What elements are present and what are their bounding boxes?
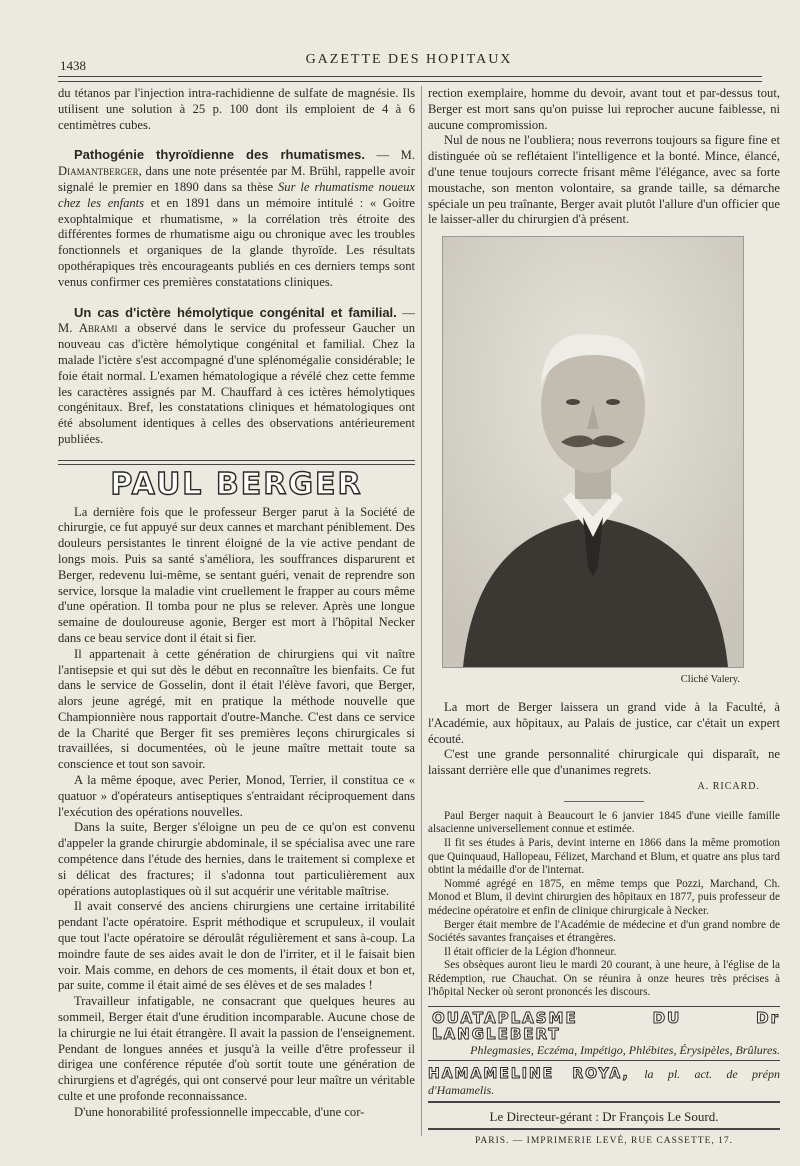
column-divider — [421, 86, 422, 1136]
bio-paragraph-5: Il était officier de la Légion d'honneur. — [444, 945, 617, 958]
section-thyroid-title: Pathogénie thyroïdienne des rhumatismes. — [74, 147, 365, 163]
section-icterus-author: M. Abrami — [58, 321, 118, 336]
section-icterus: Un cas d'ictère hémolytique congénital et familial. — M. Abrami a observé dans le service du professeur Gaucher un nouveau cas d'ictère hémolytique congénital et familial. Chez la malade l'ictère s'est accompagné d'une splénomégalie considérable; le foie était normal. L'examen hématologique a révélé chez cette femme les caractères assignés par M. Chauffard à ces ictères hémolytiques congénitaux. Bref, les constatations cliniques et hématologiques ont été absolument identiques à celles des observations antérieurement publiées. — [58, 304, 415, 446]
obituary-paragraph-1: La dernière fois que le professeur Berger parut à la Société de chirurgie, ce fut appuyé sur deux cannes et marchant péniblement. Des douleurs persistantes le tinrent éloigné de la vie active pendant de longs mois. Puis sa santé s'améliora, les souffrances disparurent et Berger, redevenu lui-même, se sentant guéri, venait de reprendre son service, lorsque la maladie vint cruellement le frapper au cours même d'une opération. Il tomba pour ne plus se relever. Après une longue semaine de douloureuse agonie, Berger est mort à l'hôpital Necker dans ce beau service dont il était si fier. — [58, 504, 415, 645]
obituary-paragraph-6: Travailleur infatigable, ne consacrant que quelques heures au sommeil, Berger était d'une érudition incomparable. Aucune chose de la chirurgie ne lui était étrangère. Il avait la passion de l'enseignement. Pendant de longues années et jusqu'à la veille d'être professeur il dirigea une conférence réputée d'où sortit toute une génération de chirurgiens et d'agrégés, qui ont conservé pour leur maître un véritable culte et une profonde reconnaissance. — [58, 994, 415, 1104]
journal-title: GAZETTE DES HOPITAUX — [305, 52, 513, 67]
section-rule — [58, 460, 415, 465]
advertisement-hamameline — [428, 1067, 780, 1103]
bio-paragraph-2: Il fit ses études à Paris, devint interne en 1866 dans la même promotion que Quinquaud, Hallopeau, Félizet, Marchand et Blum, et quatre ans plus tard obtint la médaille d'or de l'internat. — [428, 836, 780, 877]
obituary-paragraph-3: A la même époque, avec Perier, Monod, Terrier, il constitua ce « quatuor » d'opérateurs antiseptiques s'entraidant réciproquement dans l'exécution des opérations nouvelles. — [58, 773, 415, 819]
section-thyroid-text-a: , dans une note présentée par M. Brühl, rappelle avoir signalé le premier en 1890 dans sa thèse — [58, 164, 415, 194]
bio-paragraph-6: Ses obsèques auront lieu le mardi 20 courant, à une heure, à l'église de la Rédemption, rue Chauchat. On se réunira à onze heures très précises à l'hôpital Necker où seront prononcés les discours. — [428, 959, 780, 999]
page-header — [58, 50, 760, 74]
tetanos-paragraph: du tétanos par l'injection intra-rachidienne de sulfate de magnésie. Ils utilisent une solution à 25 p. 100 dont ils emploient de 4 à 6 centimètres cubes. — [58, 86, 415, 132]
biography-block — [428, 810, 780, 1000]
section-thyroid-thesis: Sur le rhumatisme noueux chez les enfants — [58, 179, 416, 210]
obituary-title: PAUL BERGER — [110, 466, 363, 502]
bio-paragraph-4: Berger était membre de l'Académie de médecine et d'un grand nombre de Sociétés savantes françaises et étrangères. — [428, 918, 780, 945]
ad-ouataplasme-title: OUATAPLASME DU Dr LANGLEBERT — [432, 1009, 780, 1043]
obituary-paragraph-7: D'une honorabilité professionnelle impeccable, d'une cor- — [74, 1104, 365, 1119]
photo-caption: Cliché Valery. — [680, 674, 740, 686]
obituary-paragraph-5: Il avait conservé des anciens chirurgiens une certaine irritabilité pendant l'acte opératoire. Esprit méthodique et scrupuleux, il voulait que tout l'acte opératoire se déroulât régulièrement et sans à-coup. La moindre faute de ses aides avait le don de l'irriter, et il le faisait bien voir. Mais comme, en dehors de ces moments, il était doux et bon et, par suite, comme il était aimé de ses élèves et de ses malades ! — [58, 899, 415, 993]
author-signature: A. RICARD. — [697, 780, 760, 792]
ad-ouataplasme-subtitle: Phlegmasies, Eczéma, Impétigo, Phlébites, Érysipèles, Brûlures. — [470, 1042, 780, 1057]
section-icterus-title: Un cas d'ictère hémolytique congénital et familial. — [74, 304, 397, 320]
closing-paragraph-2: C'est une grande personnalité chirurgicale qui disparaît, ne laissant derrière elle que d'unanimes regrets. — [428, 747, 780, 778]
section-thyroid-author: M. Diamantberger — [58, 148, 415, 179]
header-rule — [58, 76, 762, 82]
page-number: 1438 — [60, 58, 86, 73]
obituary-continuation: rection exemplaire, homme du devoir, avant tout et par-dessus tout, Berger est mort sans qu'on puisse lui reprocher aucune faiblesse, ni aucune compromission. — [428, 86, 780, 132]
obituary-portrait-paragraph: Nul de nous ne l'oubliera; nous reverrons toujours sa figure fine et distinguée où se reflétaient l'intelligence et la bonté. Mince, élancé, d'une tenue toujours correcte frisant même l'élégance, avec sa forte moustache, son menton volontaire, sa grande taille, sa démarche spéciale un peu traînante, Berger avait plutôt l'allure d'un officier que le laisser-aller du chirurgien d'à présent. — [428, 133, 780, 227]
bio-rule — [564, 801, 644, 802]
right-column — [428, 86, 780, 1150]
obituary-paragraph-4: Dans la suite, Berger s'éloigne un peu de ce qu'on est convenu d'appeler la grande chirurgie abdominale, il se spécialisa avec une rare compétence dans l'étude des hernies, dans le traitement si complexe et si délicat des fractures; il s'adonna tout particulièrement aux opérations autoplastiques où il sut acquérir une véritable maîtrise. — [58, 820, 415, 898]
section-thyroid-text-b: et en 1891 dans un mémoire intitulé : « Goitre exophtalmique et rhumatisme, » la corrélation très étroite des différentes formes de rhumatisme aigu ou chronique avec les troubles fonctionnels et organiques de la glande thyroïde. Les résultats opothérapiques très encourageants publiés en ces derniers temps sont venus confirmer ces premières constatations cliniques. — [58, 195, 416, 289]
printer-line: PARIS. — IMPRIMERIE LEVÉ, RUE CASSETTE, 17. — [475, 1135, 733, 1146]
ad-hamameline-subtitle: la pl. act. de prépn d'Hamamelis. — [428, 1067, 780, 1098]
bio-paragraph-1: Paul Berger naquit à Beaucourt le 6 janvier 1845 d'une vieille famille alsacienne universellement connue et estimée. — [428, 809, 780, 836]
director-line: Le Directeur-gérant : Dr François Le Sourd. — [428, 1109, 780, 1130]
ad-hamameline-title: HAMAMELINE ROYA, — [428, 1066, 630, 1083]
section-icterus-text: a observé dans le service du professeur Gaucher un nouveau cas d'ictère hémolytique congénital et familial. Chez la malade l'ictère s'est accompagné d'une splénomégalie considérable; le foie était normal. L'examen hématologique a révélé chez cette femme les caractères assignés par M. Chauffard à ces ictères hémolytiques congénitaux. Bref, les constatations cliniques et hématologiques ont été absolument identiques à celles des observations antérieurement publiées. — [58, 321, 415, 446]
section-thyroid: Pathogénie thyroïdienne des rhumatismes. — M. Diamantberger, dans une note présentée par M. Brühl, rappelle avoir signalé le premier en 1890 dans sa thèse Sur le rhumatisme noueux chez les enfants et en 1891 dans un mémoire intitulé : « Goitre exophtalmique et rhumatisme, » la corrélation très étroite des différentes formes de rhumatisme aigu ou chronique avec les troubles fonctionnels et organiques de la glande thyroïde. Les résultats opothérapiques très encourageants publiés en ces derniers temps sont venus confirmer ces premières constatations cliniques. — [58, 147, 416, 289]
portrait-illustration — [443, 237, 743, 667]
left-column — [58, 86, 415, 1121]
bio-paragraph-3: Nommé agrégé en 1875, en même temps que Pozzi, Marchand, Ch. Monod et Blum, il devint chirurgien des hôpitaux en 1877, puis professeur de médecine opératoire et enfin de clinique chirurgicale à Necker. — [428, 877, 780, 917]
obituary-paragraph-2: Il appartenait à cette génération de chirurgiens qui vit naître l'antisepsie et qui sut dès le début en reconnaître les bienfaits. Ce fut dans le service de Gosselin, dont il était l'élève favori, que Berger, alors jeune agrégé, mit en pratique la méthode nouvelle que Championnière nous rapportait d'outre-Manche. C'est dans ce service de la Charité que Berger fit ses premières leçons chirurgicales si travaillées, si documentées, où le jeune maître mettait toute sa conscience et tout son savoir. — [58, 646, 415, 772]
advertisement-ouataplasme — [428, 1006, 780, 1061]
closing-paragraph-1: La mort de Berger laissera un grand vide à la Faculté, à l'Académie, aux hôpitaux, au Palais de justice, car c'était un expert écouté. — [428, 699, 780, 746]
portrait-photo — [442, 236, 744, 668]
